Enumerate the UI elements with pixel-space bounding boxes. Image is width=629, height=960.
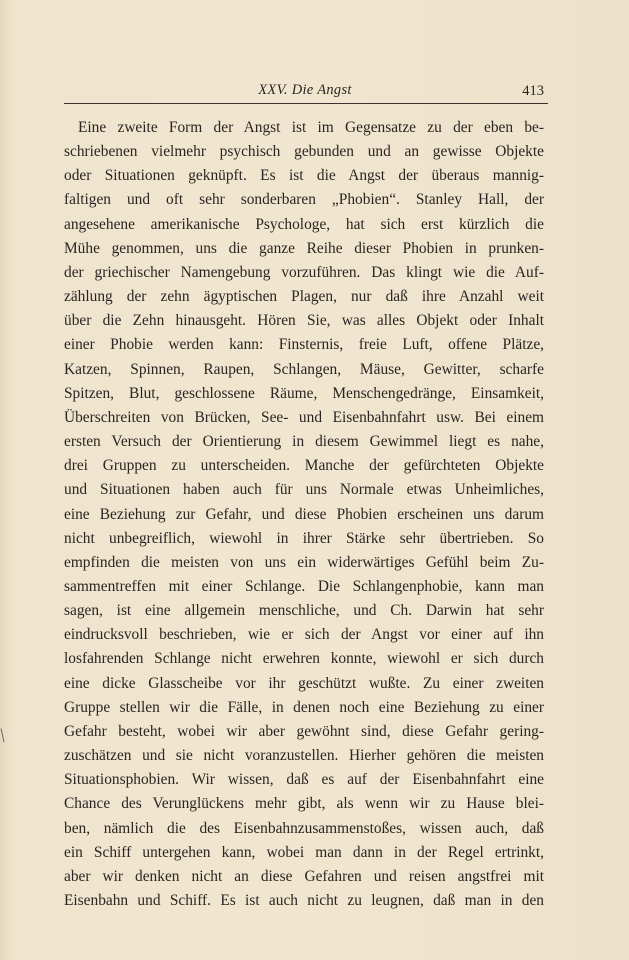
text-line: empfinden die meisten von uns ein widerwärtiges Gefühl beim Zu- [64,553,544,571]
text-line: Eisenbahn und Schiff. Es ist auch nicht zu leugnen, daß man in den [64,892,544,909]
text-line: Eine zweite Form der Angst ist im Gegensatze zu der eben be- [78,119,544,136]
text-line: sammentreffen mit einer Schlange. Die Schlangenphobie, kann man [64,577,544,595]
page-number: 413 [522,83,544,99]
text-line: eine dicke Glasscheibe vor ihr geschützt wußte. Zu einer zweiten [64,674,544,692]
text-line: der griechischer Namengebung vorzuführen. Das klingt wie die Auf- [64,263,544,281]
text-line: über die Zehn hinausgeht. Hören Sie, was alles Objekt oder Inhalt [64,312,544,330]
text-line: sagen, ist eine allgemein menschliche, und Ch. Darwin hat sehr [64,602,544,620]
header-rule [64,103,548,104]
text-line: losfahrenden Schlange nicht erwehren konnte, wiewohl er sich durch [64,650,544,668]
text-line: aber wir denken nicht an diese Gefahren und reisen angstfrei mit [64,867,544,885]
text-line: Spitzen, Blut, geschlossene Räume, Menschengedränge, Einsamkeit, [64,384,544,402]
text-line: eine Beziehung zur Gefahr, und diese Phobien erscheinen uns darum [64,505,544,523]
text-line: Mühe genommen, uns die ganze Reihe dieser Phobien in prunken- [64,239,544,257]
text-line: ein Schiff untergehen kann, wobei man dann in der Regel ertrinkt, [64,843,544,861]
text-line: nicht unbegreiflich, wiewohl in ihrer Stärke sehr übertrieben. So [64,529,544,547]
text-line: zuschätzen und sie nicht voranzustellen. Hierher gehören die meisten [64,747,544,765]
text-line: Situationsphobien. Wir wissen, daß es auf der Eisenbahnfahrt eine [64,771,544,789]
text-line: ersten Versuch der Orientierung in diesem Gewimmel liegt es nahe, [64,433,544,451]
text-line: schriebenen vielmehr psychisch gebunden und an gewisse Objekte [64,143,544,161]
text-line: Gruppe stellen wir die Fälle, in denen noch eine Beziehung zu einer [64,698,544,716]
text-line: Katzen, Spinnen, Raupen, Schlangen, Mäuse, Gewitter, scharfe [64,360,544,378]
text-line: oder Situationen geknüpft. Es ist die Angst der überaus mannig- [64,167,544,185]
body-text [64,116,544,913]
text-line: Chance des Verunglückens mehr gibt, als wenn wir zu Hause blei- [64,795,544,813]
text-line: faltigen und oft sehr sonderbaren „Phobien“. Stanley Hall, der [64,191,544,209]
running-title: XXV. Die Angst [258,82,352,98]
text-line: einer Phobie werden kann: Finsternis, freie Luft, offene Plätze, [64,336,544,354]
margin-mark [1,728,8,743]
text-line: eindrucksvoll beschrieben, wie er sich der Angst vor einer auf ihn [64,626,544,644]
text-line: zählung der zehn ägyptischen Plagen, nur daß ihre Anzahl weit [64,288,544,306]
text-line: und Situationen haben auch für uns Normale etwas Unheimliches, [64,481,544,499]
text-line: drei Gruppen zu unterscheiden. Manche der gefürchteten Objekte [64,457,544,475]
text-line: Überschreiten von Brücken, See- und Eisenbahnfahrt usw. Bei einem [64,408,544,426]
text-line: Gefahr besteht, wobei wir aber gewöhnt sind, diese Gefahr gering- [64,722,544,740]
text-line: angesehene amerikanische Psychologe, hat sich erst kürzlich die [64,215,544,233]
text-line: ben, nämlich die des Eisenbahnzusammenstoßes, wissen auch, daß [64,819,544,837]
